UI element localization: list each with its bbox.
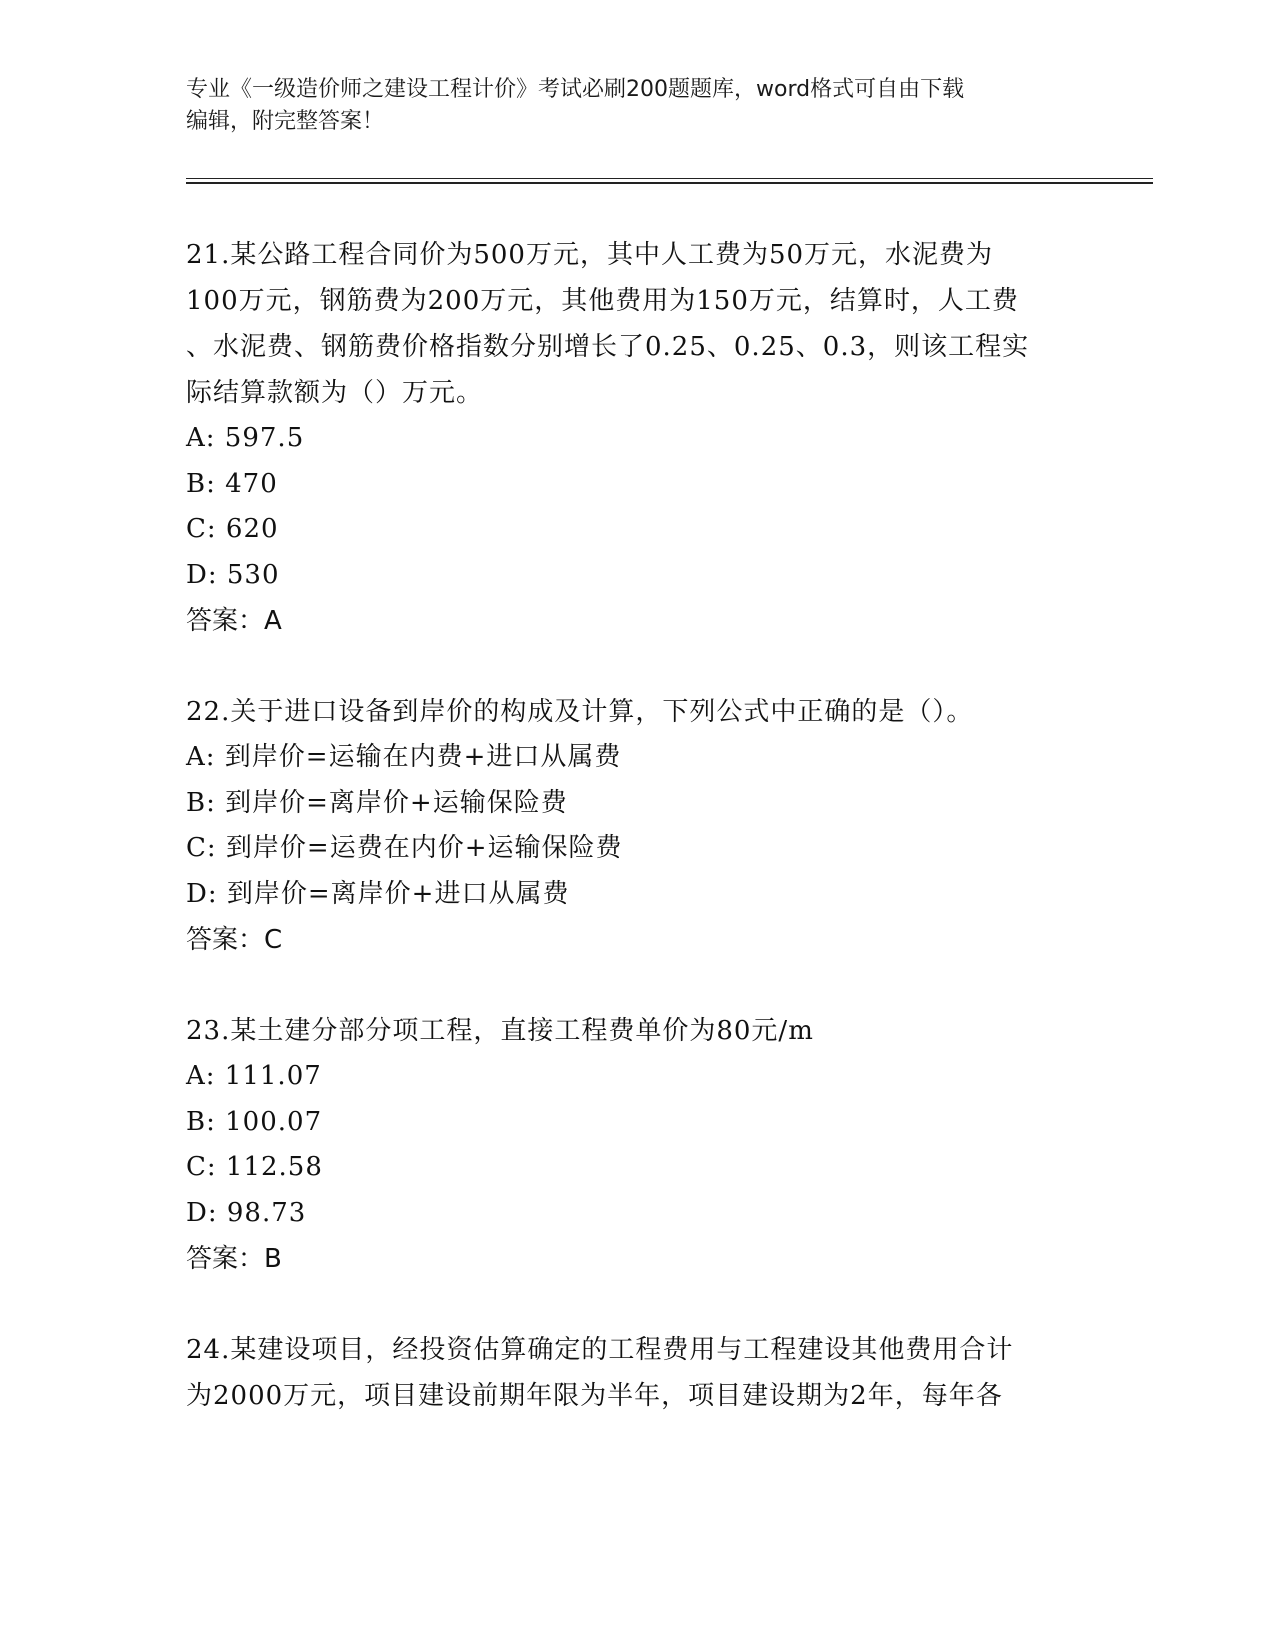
question-stem-line: 22.关于进口设备到岸价的构成及计算，下列公式中正确的是（）。 xyxy=(186,697,974,727)
question-24 xyxy=(186,1327,1086,1419)
option-b: B: 470 xyxy=(186,468,278,499)
answer-label: 答案：B xyxy=(186,1244,282,1274)
option-c: C: 620 xyxy=(186,514,279,544)
header-line-1: 专业《一级造价师之建设工程计价》考试必刷200题题库，word格式可自由下载 xyxy=(186,77,965,102)
option-a: A: 111.07 xyxy=(186,1061,322,1091)
question-stem-line: 21.某公路工程合同价为500万元，其中人工费为50万元，水泥费为 xyxy=(186,240,994,270)
question-stem-line: 24.某建设项目，经投资估算确定的工程费用与工程建设其他费用合计 xyxy=(186,1335,1014,1365)
option-d: D: 到岸价=离岸价+进口从属费 xyxy=(186,878,570,909)
question-stem-line: 际结算款额为（）万元。 xyxy=(186,378,484,408)
option-c: C: 到岸价=运费在内价+运输保险费 xyxy=(186,833,623,863)
question-stem-line: 23.某土建分部分项工程，直接工程费单价为80元/m xyxy=(186,1016,814,1046)
answer-label: 答案：C xyxy=(186,925,283,955)
option-b: B: 100.07 xyxy=(186,1106,323,1137)
option-a: A: 597.5 xyxy=(186,423,305,453)
header-divider-bottom xyxy=(186,182,1153,184)
header-line-2: 编辑，附完整答案！ xyxy=(186,109,385,134)
question-23 xyxy=(186,1008,1086,1282)
option-d: D: 530 xyxy=(186,559,280,590)
question-22 xyxy=(186,689,1086,963)
question-stem-line: 100万元，钢筋费为200万元，其他费用为150万元，结算时，人工费 xyxy=(186,286,1019,316)
document-header xyxy=(186,74,1086,138)
question-stem-line: 为2000万元，项目建设前期年限为半年，项目建设期为2年，每年各 xyxy=(186,1381,1003,1411)
option-b: B: 到岸价=离岸价+运输保险费 xyxy=(186,787,568,818)
option-a: A: 到岸价=运输在内费+进口从属费 xyxy=(186,742,622,772)
question-21 xyxy=(186,232,1086,644)
header-divider-top xyxy=(186,178,1153,179)
answer-label: 答案：A xyxy=(186,606,282,636)
option-c: C: 112.58 xyxy=(186,1152,323,1182)
question-stem-line: 、水泥费、钢筋费价格指数分别增长了0.25、0.25、0.3，则该工程实 xyxy=(186,332,1030,362)
option-d: D: 98.73 xyxy=(186,1197,307,1228)
